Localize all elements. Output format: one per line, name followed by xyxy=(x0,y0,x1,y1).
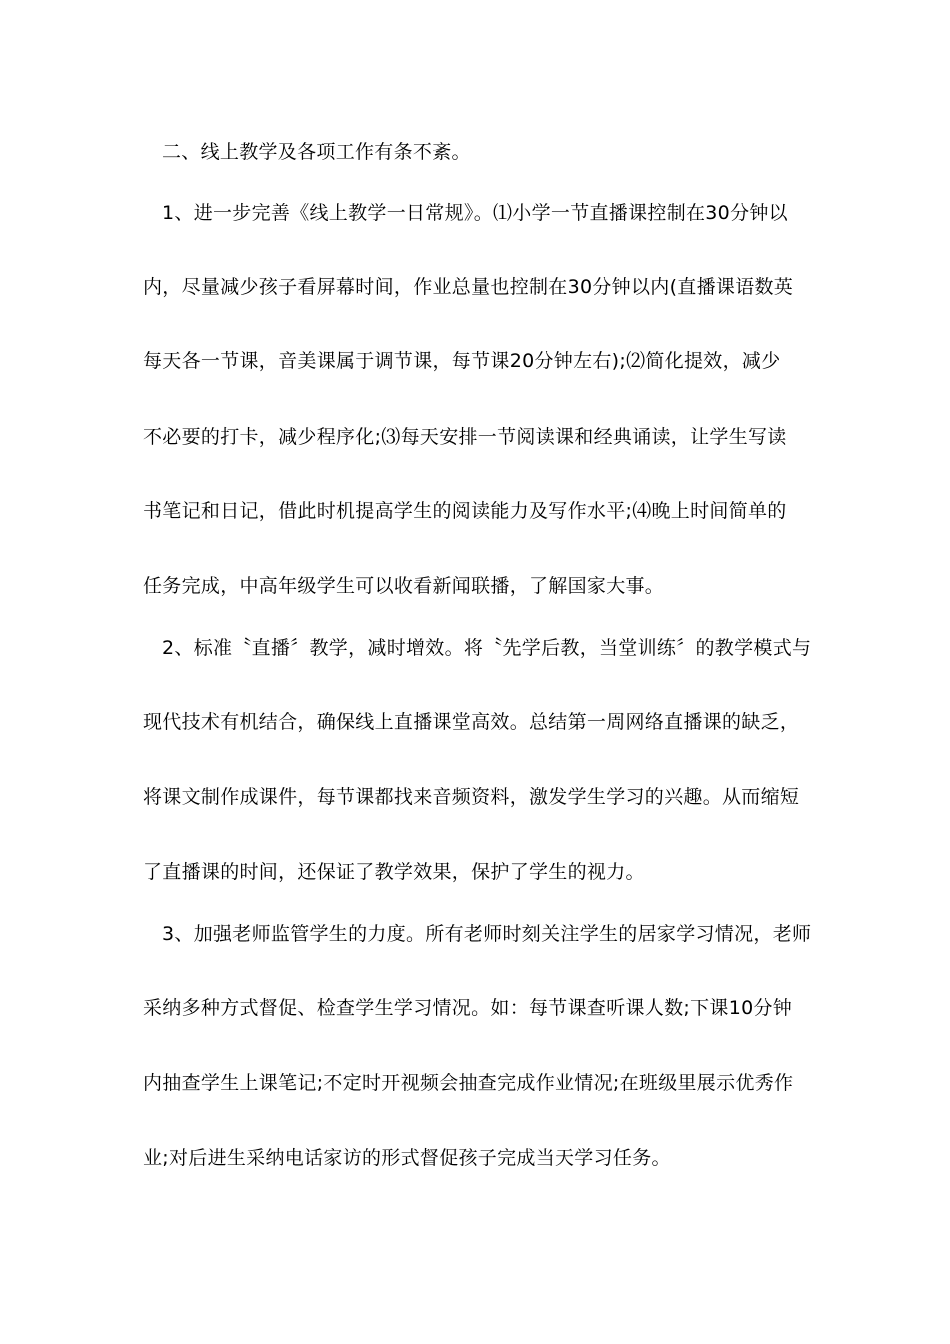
paragraph-line: 书笔记和日记，借此时机提高学生的阅读能力及写作水平;⑷晚上时间简单的 xyxy=(143,500,787,522)
paragraph-line: 2、标准〝直播〞教学，减时增效。将〝先学后教，当堂训练〞的教学模式与 xyxy=(162,637,812,659)
section-heading: 二、线上教学及各项工作有条不紊。 xyxy=(162,141,471,163)
paragraph-line: 不必要的打卡，减少程序化;⑶每天安排一节阅读课和经典诵读，让学生写读 xyxy=(143,426,787,448)
paragraph-line: 内抽查学生上课笔记;不定时开视频会抽查完成作业情况;在班级里展示优秀作 xyxy=(143,1072,794,1094)
paragraph-line: 现代技术有机结合，确保线上直播课堂高效。总结第一周网络直播课的缺乏， xyxy=(143,711,800,733)
paragraph-line: 内，尽量减少孩子看屏幕时间，作业总量也控制在30分钟以内(直播课语数英 xyxy=(143,276,794,298)
paragraph-line: 每天各一节课，音美课属于调节课，每节课20分钟左右);⑵简化提效，减少 xyxy=(143,350,781,372)
paragraph-line: 将课文制作成课件，每节课都找来音频资料，激发学生学习的兴趣。从而缩短 xyxy=(143,786,800,808)
paragraph-line: 任务完成，中高年级学生可以收看新闻联播，了解国家大事。 xyxy=(143,575,665,597)
paragraph-line: 采纳多种方式督促、检查学生学习情况。如：每节课查听课人数;下课10分钟 xyxy=(143,997,793,1019)
paragraph-line: 3、加强老师监管学生的力度。所有老师时刻关注学生的居家学习情况，老师 xyxy=(162,923,812,945)
paragraph-line: 了直播课的时间，还保证了教学效果，保护了学生的视力。 xyxy=(143,861,645,883)
paragraph-line: 业;对后进生采纳电话家访的形式督促孩子完成当天学习任务。 xyxy=(143,1147,671,1169)
paragraph-line: 1、进一步完善《线上教学一日常规》。⑴小学一节直播课控制在30分钟以 xyxy=(162,202,788,224)
